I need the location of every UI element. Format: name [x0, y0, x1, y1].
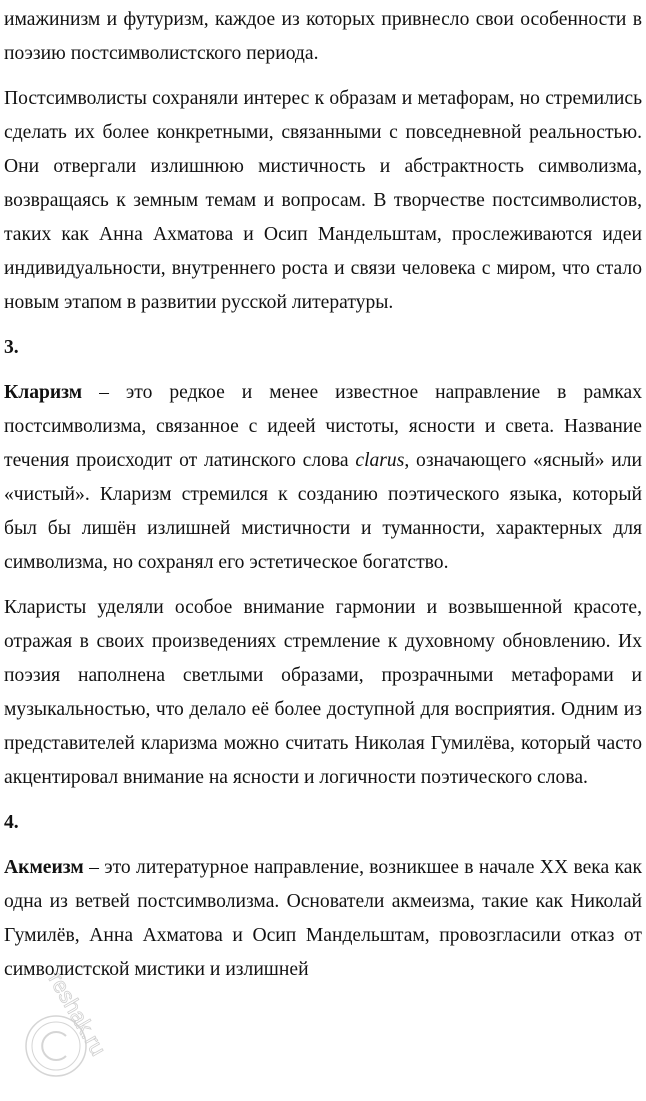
clarism-text-b: , означающего «ясный» или «чистый». Кларизм стремился к созданию поэтического языка, который был бы лишён излишней мистичности и туманности, характерных для символизма, но сохранял его эстетическое богатство.	[4, 450, 642, 573]
term-acmeism: Акмеизм	[4, 857, 84, 878]
term-clarism: Кларизм	[4, 382, 83, 403]
document-page	[4, 3, 642, 998]
paragraph-futurism-tail: имажинизм и футуризм, каждое из которых привнесло свои особенности в поэзию постсимволистского периода.	[4, 9, 642, 64]
clarism-text-a: – это редкое и менее известное направление в рамках постсимволизма, связанное с идеей чистоты, ясности и света. Название течения происходит от латинского слова	[4, 382, 642, 471]
svg-text:reshak.ru: reshak.ru	[43, 968, 112, 1060]
latin-word-clarus: clarus	[355, 450, 405, 471]
acmeism-text: – это литературное направление, возникшее в начале XX века как одна из ветвей постсимволизма. Основатели акмеизма, такие как Николай Гумилёв, Анна Ахматова и Осип Мандельштам, провозгласили отказ от символистской мистики и излишней	[4, 857, 642, 980]
paragraph-clarism-definition	[4, 376, 642, 580]
section-number-4: 4.	[4, 812, 19, 833]
paragraph-clarists: Кларисты уделяли особое внимание гармонии и возвышенной красоте, отражая в своих произведениях стремление к духовному обновлению. Их поэзия наполнена светлыми образами, прозрачными метафорами и музыкальностью, что делало её более доступной для восприятия. Одним из представителей кларизма можно считать Николая Гумилёва, который часто акцентировал внимание на ясности и логичности поэтического слова.	[4, 597, 642, 788]
section-number-3: 3.	[4, 337, 19, 358]
paragraph-postsymbolists: Постсимволисты сохраняли интерес к образам и метафорам, но стремились сделать их более конкретными, связанными с повседневной реальностью. Они отвергали излишнюю мистичность и абстрактность символизма, возвращаясь к земным темам и вопросам. В творчестве постсимволистов, таких как Анна Ахматова и Осип Мандельштам, прослеживаются идеи индивидуальности, внутреннего роста и связи человека с миром, что стало новым этапом в развитии русской литературы.	[4, 88, 642, 313]
paragraph-acmeism-definition	[4, 851, 642, 987]
